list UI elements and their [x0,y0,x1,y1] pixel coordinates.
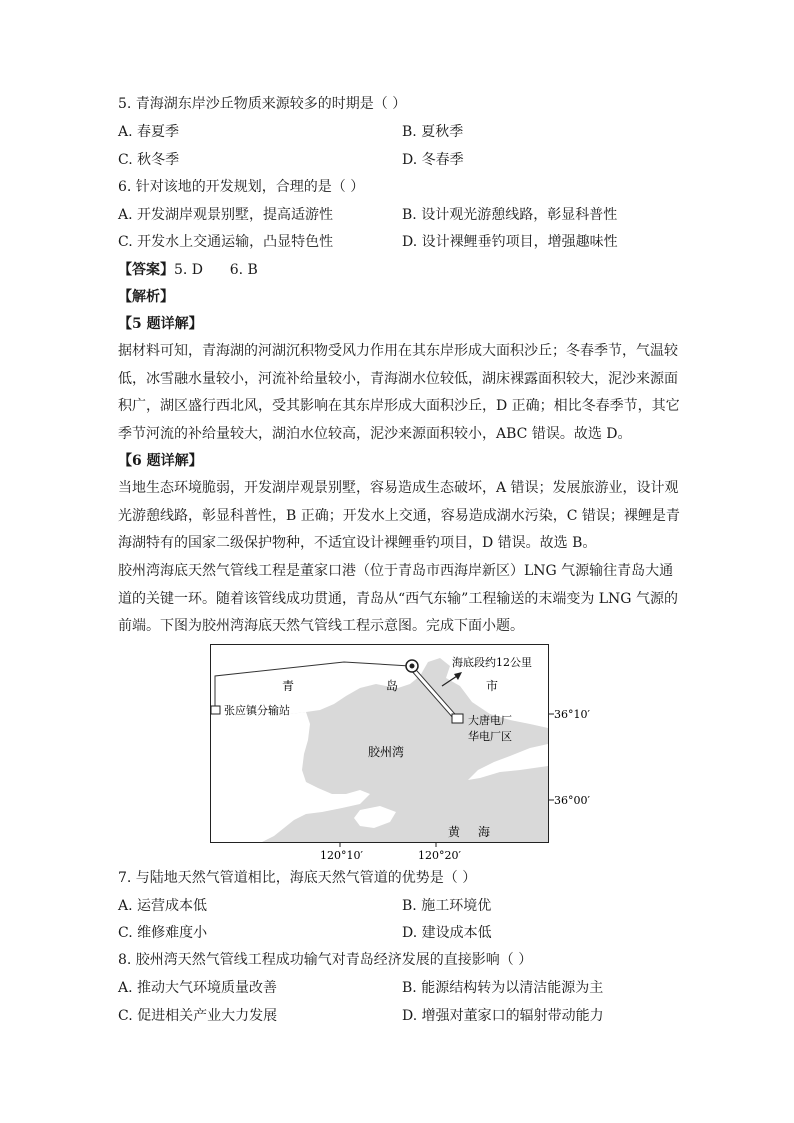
plant-label-1: 大唐电厂 [468,714,512,727]
q7-option-b: B. 施工环境优 [402,898,492,914]
plant-box [452,714,463,723]
q5-detail-row: 低，冰雪融水量较小，河流补给量较小，青海湖水位较低，湖床裸露面积较大，泥沙来源面 [118,370,678,387]
q5-detail-label: 【5 题详解】 [118,316,203,332]
label-shi: 市 [486,679,499,693]
q5-detail-row: 积广，湖区盛行西北风，受其影响在其东岸形成大面积沙丘，D 正确；相比冬春季节，其它 [118,398,680,414]
lat-label-1: 36°10′ [554,708,590,721]
q6-detail-row: 光游憩线路，彰显科普性，B 正确；开发水上交通，容易造成湖水污染，C 错误；裸鲤是青 [118,507,680,524]
q6-option-d: D. 设计裸鲤垂钓项目，增强趣味性 [402,234,618,250]
material-text [118,558,678,641]
start-point-center [410,664,415,669]
q7-option-d: D. 建设成本低 [402,925,492,941]
q5-option-b: B. 夏秋季 [402,124,464,140]
label-dao: 岛 [386,679,399,693]
q5-detail-text [118,338,678,448]
lon-label-2: 120°20′ [418,849,461,862]
station-label: 张应镇分输站 [224,704,290,717]
q6-detail-row: 海湖特有的国家二级保护物种，不适宜设计裸鲤垂钓项目，D 错误。故选 B。 [118,535,597,551]
lon-label-1: 120°10′ [320,849,363,862]
q7-option-a: A. 运营成本低 [118,898,208,914]
q5-detail-row: 季节河流的补给量较大，湖泊水位较高，泥沙来源面积较小，ABC 错误。故选 D。 [118,425,632,442]
q6-option-a: A. 开发湖岸观景别墅，提高适游性 [118,207,334,223]
q7-option-c: C. 维修难度小 [118,925,208,941]
answer-label: 【答案】 [118,262,174,278]
material-row: 胶州湾海底天然气管线工程是董家口港（位于青岛市西海岸新区）LNG 气源输往青岛大通 [118,563,674,579]
q8-option-b: B. 能源结构转为以清洁能源为主 [402,980,604,996]
material-row: 前端。下图为胶州湾海底天然气管线工程示意图。完成下面小题。 [118,618,524,634]
q6-option-c: C. 开发水上交通运输，凸显特色性 [118,234,334,250]
q6-option-b: B. 设计观光游憩线路，彰显科普性 [402,207,618,223]
q8-option-c: C. 促进相关产业大力发展 [118,1008,278,1024]
q6-detail-label: 【6 题详解】 [118,453,203,469]
label-sea: 海 [478,825,491,839]
station-box [211,706,220,714]
question-7-stem: 7. 与陆地天然气管道相比，海底天然气管道的优势是（ ） [118,870,477,886]
label-yellow: 黄 [448,825,461,839]
answer-line [118,260,258,280]
q5-option-c: C. 秋冬季 [118,152,180,168]
label-qing: 青 [282,679,295,693]
q6-detail-text [118,475,678,558]
question-8-stem: 8. 胶州湾天然气管线工程成功输气对青岛经济发展的直接影响（ ） [118,952,533,968]
q5-detail-row: 据材料可知，青海湖的河湖沉积物受风力作用在其东岸形成大面积沙丘；冬春季节，气温较 [118,343,678,359]
q8-option-d: D. 增强对董家口的辐射带动能力 [402,1008,604,1024]
analysis-label: 【解析】 [118,289,174,305]
pipeline-map [210,644,610,864]
q5-option-a: A. 春夏季 [118,124,180,140]
lat-label-2: 36°00′ [554,794,590,807]
answer-text: 5. D 6. B [174,262,258,278]
plant-label-2: 华电厂区 [468,730,512,743]
undersea-label: 海底段约12公里 [452,656,532,669]
question-6-stem: 6. 针对该地的开发规划，合理的是（ ） [118,179,365,195]
q5-option-d: D. 冬春季 [402,152,464,168]
q6-detail-row: 当地生态环境脆弱，开发湖岸观景别墅，容易造成生态破坏，A 错误；发展旅游业，设计观 [118,480,679,496]
bay-label: 胶州湾 [368,745,405,759]
q8-option-a: A. 推动大气环境质量改善 [118,980,278,996]
material-row: 道的关键一环。随着该管线成功贯通，青岛从“西气东输”工程输送的末端变为 LNG 气源的 [118,590,678,607]
question-5-stem: 5. 青海湖东岸沙丘物质来源较多的时期是（ ） [118,96,407,112]
